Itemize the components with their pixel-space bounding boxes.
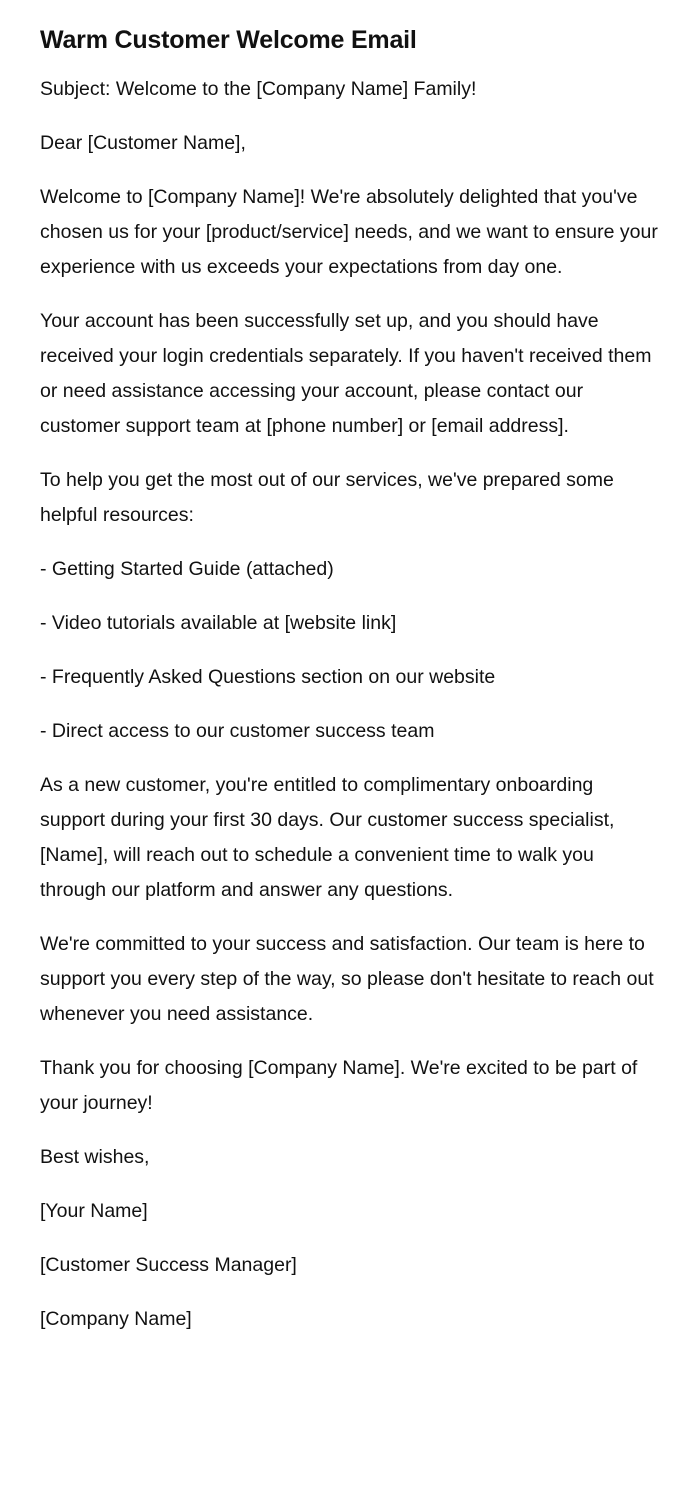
document-title: Warm Customer Welcome Email <box>40 26 417 54</box>
account-setup-paragraph: Your account has been successfully set up, and you should have received your login credentials separately. If you haven't received them or need assistance accessing your account, please contact our customer support team at [phone number] or [email address]. <box>40 310 652 437</box>
resource-item-faq: - Frequently Asked Questions section on our website <box>40 666 496 688</box>
onboarding-paragraph: As a new customer, you're entitled to complimentary onboarding support during your first 30 days. Our customer success specialist, [Name], will reach out to schedule a convenient time to walk you through our platform and answer any questions. <box>40 774 615 901</box>
resource-item-success-team: - Direct access to our customer success team <box>40 720 435 742</box>
email-closing: Best wishes, <box>40 1146 150 1168</box>
email-greeting: Dear [Customer Name], <box>40 132 246 154</box>
signature-name: [Your Name] <box>40 1200 148 1222</box>
commitment-paragraph: We're committed to your success and satisfaction. Our team is here to support you every step of the way, so please don't hesitate to reach out whenever you need assistance. <box>40 933 654 1025</box>
thanks-paragraph: Thank you for choosing [Company Name]. We're excited to be part of your journey! <box>40 1057 638 1114</box>
signature-role: [Customer Success Manager] <box>40 1254 297 1276</box>
resource-item-video-tutorials: - Video tutorials available at [website link] <box>40 612 397 634</box>
resources-intro-paragraph: To help you get the most out of our services, we've prepared some helpful resources: <box>40 469 614 526</box>
intro-paragraph: Welcome to [Company Name]! We're absolutely delighted that you've chosen us for your [product/service] needs, and we want to ensure your experience with us exceeds your expectations from day one. <box>40 186 658 278</box>
signature-company: [Company Name] <box>40 1308 192 1330</box>
resource-item-getting-started: - Getting Started Guide (attached) <box>40 558 334 580</box>
email-subject: Subject: Welcome to the [Company Name] Family! <box>40 78 477 100</box>
